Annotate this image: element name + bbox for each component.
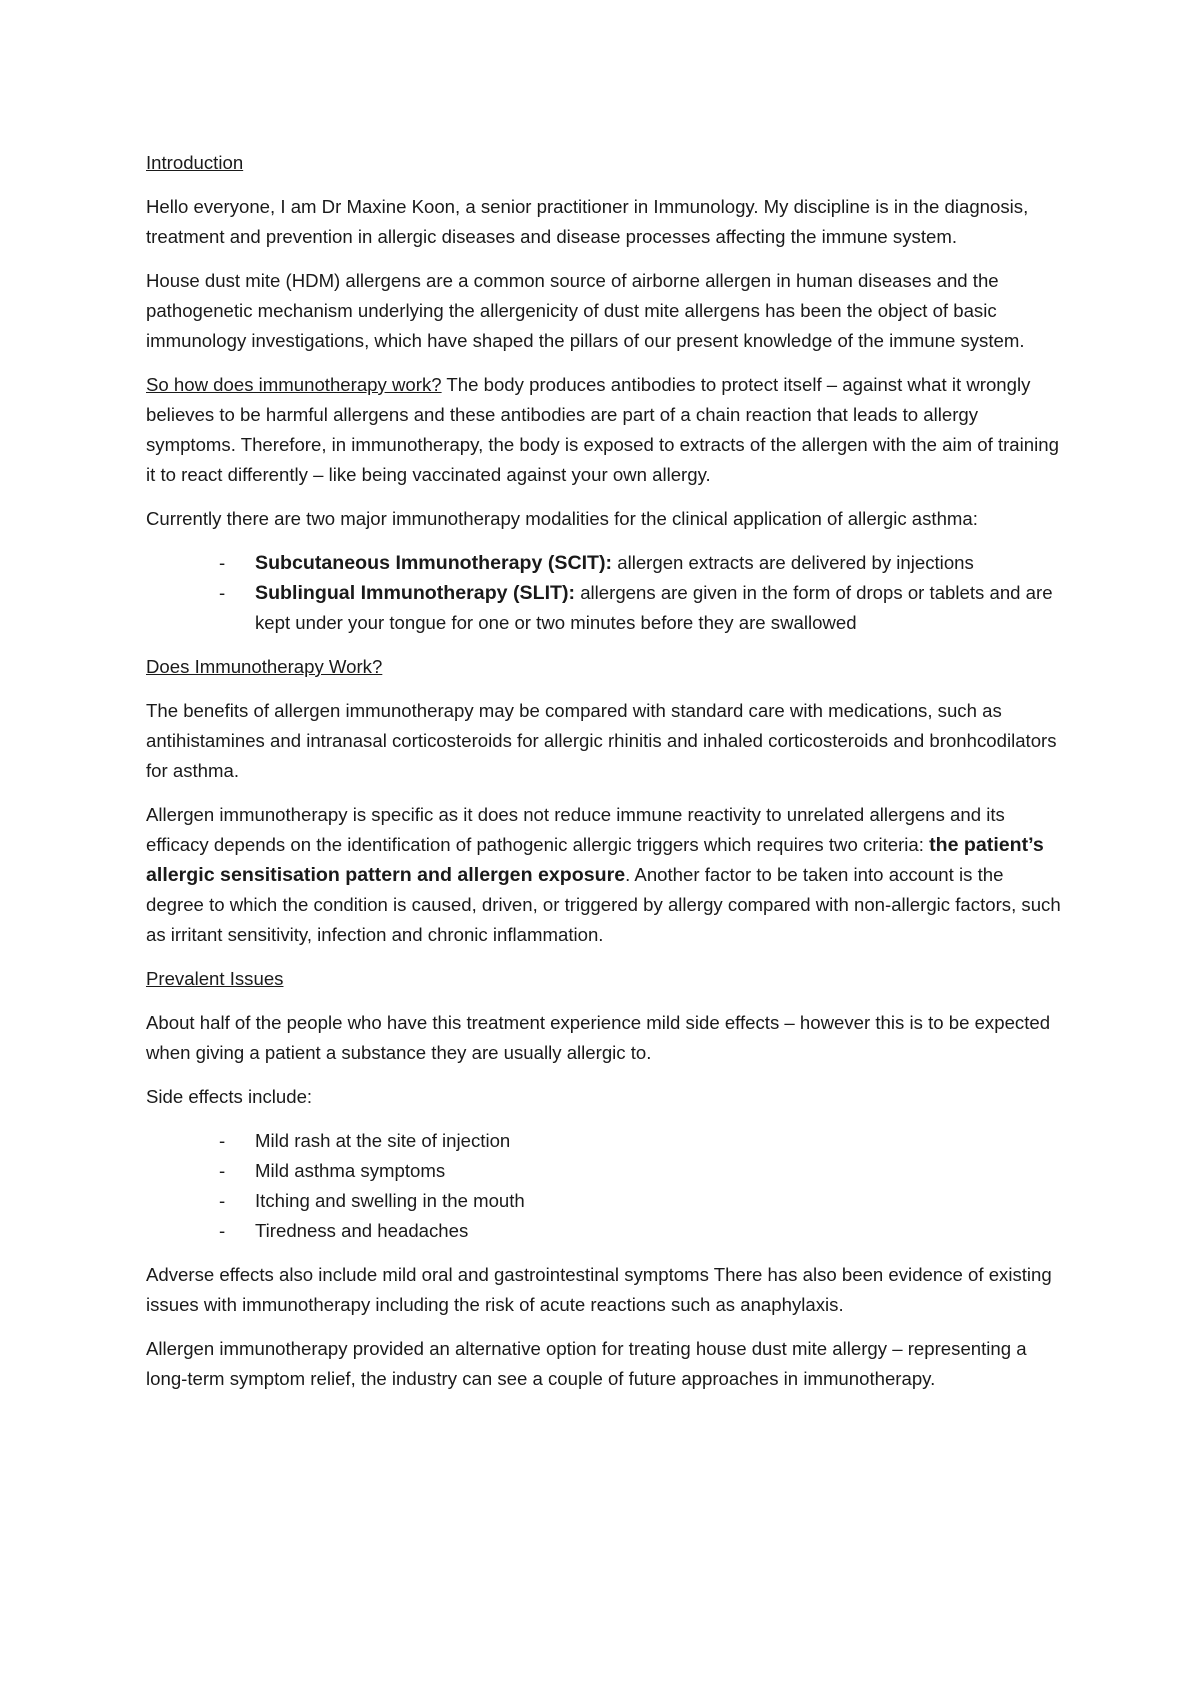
intro-paragraph-3 (146, 370, 1066, 490)
side-effect-text: Mild rash at the site of injection (255, 1130, 511, 1151)
list-item (146, 548, 1066, 578)
issues-paragraph-3: Allergen immunotherapy provided an alternative option for treating house dust mite allergy – representing a long-term symptom relief, the industry can see a couple of future approaches in immunotherapy. (146, 1338, 1027, 1389)
modality-term: Sublingual Immunotherapy (SLIT): (255, 582, 576, 604)
section-heading-prevalent-issues: Prevalent Issues (146, 968, 284, 989)
side-effects-label: Side effects include: (146, 1086, 313, 1107)
intro-paragraph-1: Hello everyone, I am Dr Maxine Koon, a senior practitioner in Immunology. My discipline is in the diagnosis, treatment and prevention in allergic diseases and disease processes affecting the immune system. (146, 196, 1029, 247)
issues-paragraph-2: Adverse effects also include mild oral and gastrointestinal symptoms There has also been evidence of existing issues with immunotherapy including the risk of acute reactions such as anaphylaxis. (146, 1264, 1052, 1315)
criteria-emphasis: the patient’s allergic sensitisation pattern and allergen exposure (146, 834, 1044, 886)
side-effects-list (146, 1126, 1066, 1246)
section-heading-does-it-work: Does Immunotherapy Work? (146, 656, 383, 677)
list-dash: - (219, 1130, 226, 1151)
list-item (146, 1126, 1066, 1156)
modality-term: Subcutaneous Immunotherapy (SCIT): (255, 552, 613, 574)
side-effect-text: Mild asthma symptoms (255, 1160, 446, 1181)
list-item (146, 578, 1066, 638)
intro-paragraph-4: Currently there are two major immunotherapy modalities for the clinical application of allergic asthma: (146, 508, 978, 529)
issues-paragraph-1: About half of the people who have this treatment experience mild side effects – however this is to be expected when giving a patient a substance they are usually allergic to. (146, 1012, 1051, 1063)
list-dash: - (219, 552, 226, 573)
works-paragraph-1: The benefits of allergen immunotherapy may be compared with standard care with medications, such as antihistamines and intranasal corticosteroids for allergic rhinitis and inhaled corticosteroids and bronhcodilators for asthma. (146, 700, 1057, 781)
list-dash: - (219, 1160, 226, 1181)
modalities-list (146, 548, 1066, 638)
works-paragraph-2-start: Allergen immunotherapy is specific as it does not reduce immune reactivity to unrelated allergens and its efficacy depends on the identification of pathogenic allergic triggers which requires two criteria: (146, 804, 1005, 855)
list-dash: - (219, 582, 226, 603)
intro-paragraph-2: House dust mite (HDM) allergens are a common source of airborne allergen in human diseases and the pathogenetic mechanism underlying the allergenicity of dust mite allergens has been the object of basic immunology investigations, which have shaped the pillars of our present knowledge of the immune system. (146, 270, 1025, 351)
list-dash: - (219, 1220, 226, 1241)
side-effect-text: Itching and swelling in the mouth (255, 1190, 525, 1211)
modality-description: allergens are given in the form of drops or tablets and are kept under your tongue for one or two minutes before they are swallowed (255, 582, 1053, 633)
list-item (146, 1156, 1066, 1186)
works-paragraph-2 (146, 800, 1066, 950)
intro-paragraph-3-text: The body produces antibodies to protect itself – against what it wrongly believes to be harmful allergens and these antibodies are part of a chain reaction that leads to allergy symptoms. Therefore, in immunotherapy, the body is exposed to extracts of the allergen with the aim of training it to react differently – like being vaccinated against your own allergy. (146, 374, 1059, 485)
list-item (146, 1216, 1066, 1246)
works-paragraph-2-end: . Another factor to be taken into account is the degree to which the condition is caused, driven, or triggered by allergy compared with non-allergic factors, such as irritant sensitivity, infection and chronic inflammation. (146, 864, 1061, 945)
list-item (146, 1186, 1066, 1216)
inline-subheading-how-it-works: So how does immunotherapy work? (146, 374, 442, 395)
list-dash: - (219, 1190, 226, 1211)
side-effect-text: Tiredness and headaches (255, 1220, 469, 1241)
section-heading-introduction: Introduction (146, 152, 244, 173)
document-page (146, 148, 1066, 1408)
modality-description: allergen extracts are delivered by injections (612, 552, 974, 573)
